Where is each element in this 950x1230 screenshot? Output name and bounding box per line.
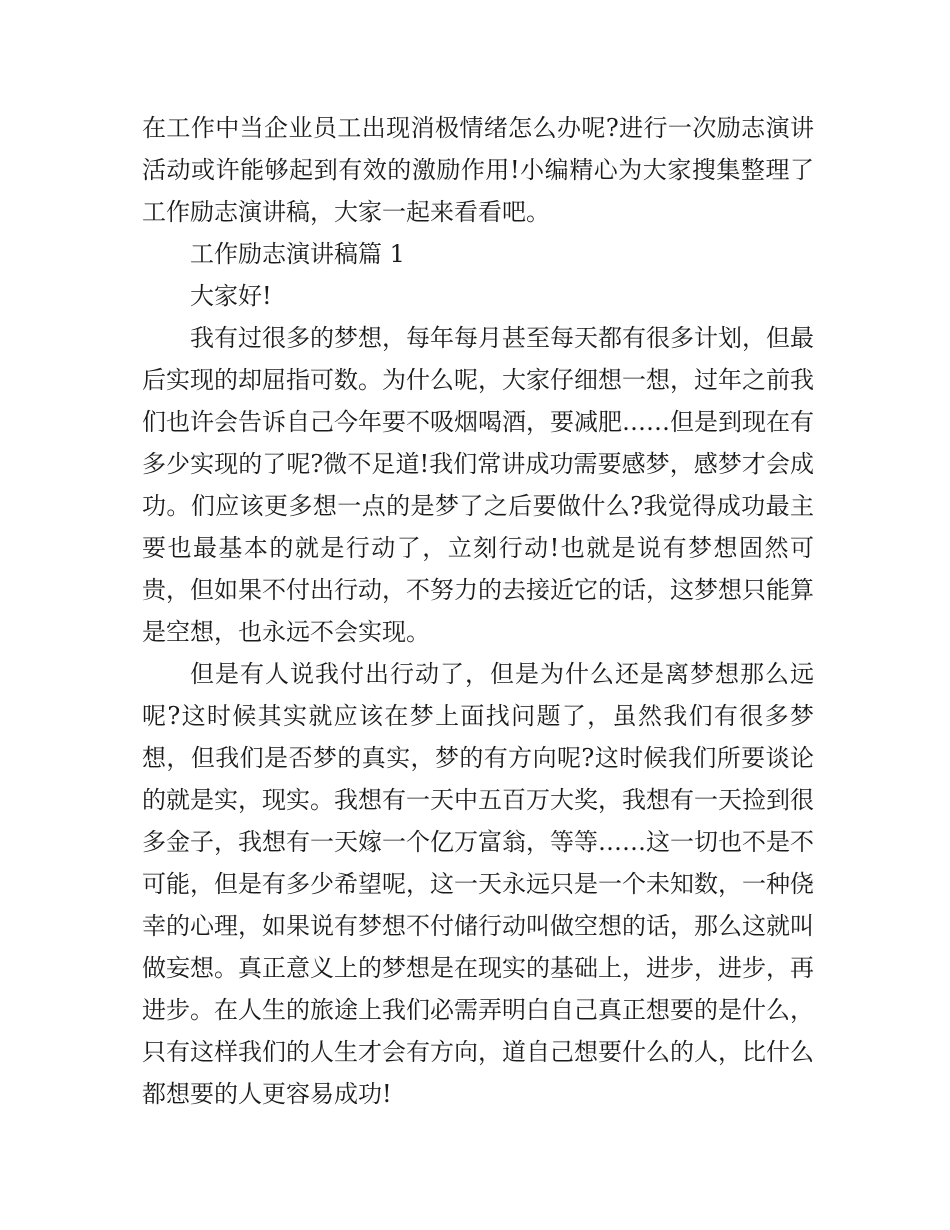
section-heading: 工作励志演讲稿篇 1 (190, 240, 405, 268)
document-body (142, 107, 814, 1115)
greeting-paragraph: 大家好! (190, 282, 272, 310)
body-paragraph-1: 我有过很多的梦想，每年每月甚至每天都有很多计划，但最后实现的却屈指可数。为什么呢，大家仔细想一想，过年之前我们也许会告诉自己今年要不吸烟喝酒，要减肥……但是到现在有多少实现的了呢?微不足道!我们常讲成功需要感梦，感梦才会成功。们应该更多想一点的是梦了之后要做什么?我觉得成功最主要也最基本的就是行动了，立刻行动!也就是说有梦想固然可贵，但如果不付出行动，不努力的去接近它的话，这梦想只能算是空想，也永远不会实现。 (142, 324, 814, 646)
body-paragraph-2: 但是有人说我付出行动了，但是为什么还是离梦想那么远呢?这时候其实就应该在梦上面找问题了，虽然我们有很多梦想，但我们是否梦的真实，梦的有方向呢?这时候我们所要谈论的就是实，现实。我想有一天中五百万大奖，我想有一天捡到很多金子，我想有一天嫁一个亿万富翁，等等……这一切也不是不可能，但是有多少希望呢，这一天永远只是一个未知数，一种侥幸的心理，如果说有梦想不付储行动叫做空想的话，那么这就叫做妄想。真正意义上的梦想是在现实的基础上，进步，进步，再进步。在人生的旅途上我们必需弄明白自己真正想要的是什么，只有这样我们的人生才会有方向，道自己想要什么的人，比什么都想要的人更容易成功! (142, 660, 814, 1108)
intro-paragraph: 在工作中当企业员工出现消极情绪怎么办呢?进行一次励志演讲活动或许能够起到有效的激励作用!小编精心为大家搜集整理了工作励志演讲稿，大家一起来看看吧。 (142, 114, 814, 226)
